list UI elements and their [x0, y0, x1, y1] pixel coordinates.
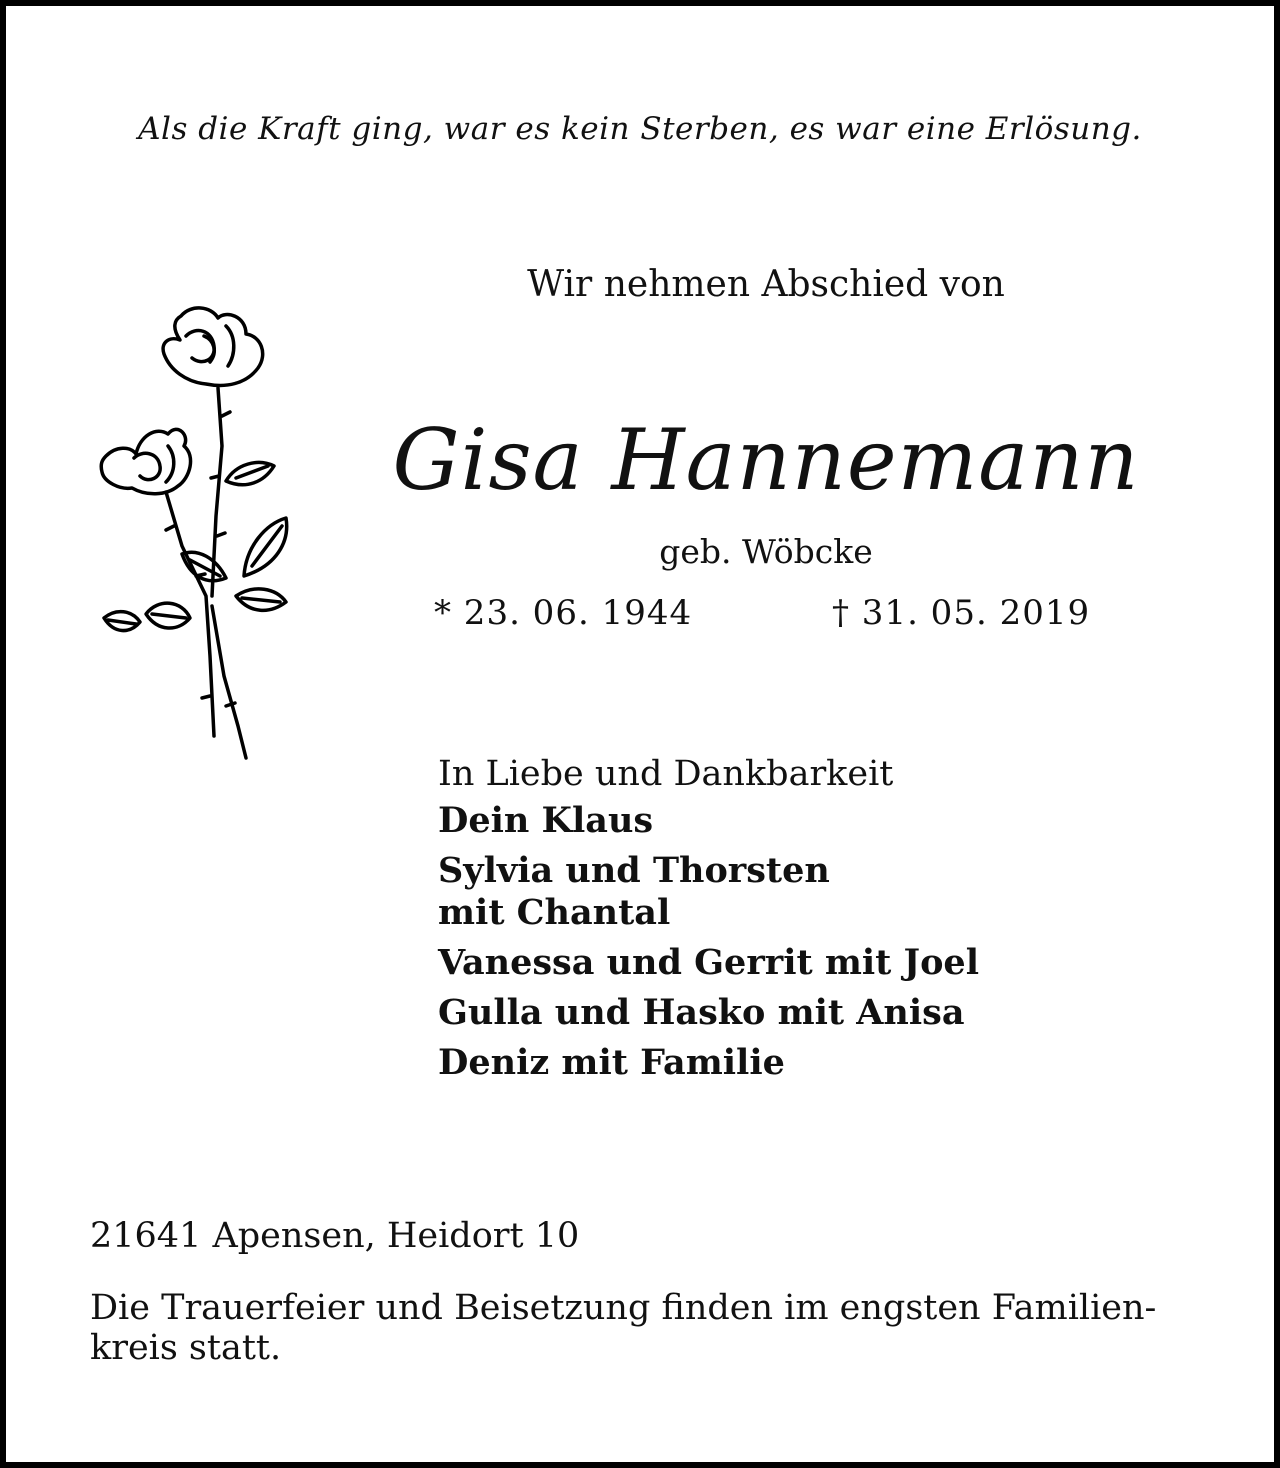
maiden-name: geb. Wöbcke [659, 532, 873, 571]
family-member: Deniz mit Familie [438, 1042, 785, 1083]
intro-text: Wir nehmen Abschied von [527, 264, 1005, 305]
family-member: Vanessa und Gerrit mit Joel [438, 942, 979, 983]
address: 21641 Apensen, Heidort 10 [90, 1216, 580, 1256]
family-lead: In Liebe und Dankbarkeit [438, 754, 894, 794]
family-list [438, 752, 979, 1092]
rose-icon [86, 296, 296, 766]
death-date: † 31. 05. 2019 [832, 593, 1091, 633]
birth-date: * 23. 06. 1944 [434, 593, 693, 633]
motto-quote: Als die Kraft ging, war es kein Sterben, es war eine Erlösung. [138, 111, 1142, 147]
family-member: Dein Klaus [438, 800, 654, 841]
funeral-note: Die Trauerfeier und Beisetzung finden im engsten Familien- kreis statt. [90, 1288, 1157, 1368]
deceased-name: Gisa Hannemann [392, 411, 1140, 509]
family-member: Gulla und Hasko mit Anisa [438, 992, 965, 1033]
family-member: Sylvia und Thorsten mit Chantal [438, 850, 830, 933]
